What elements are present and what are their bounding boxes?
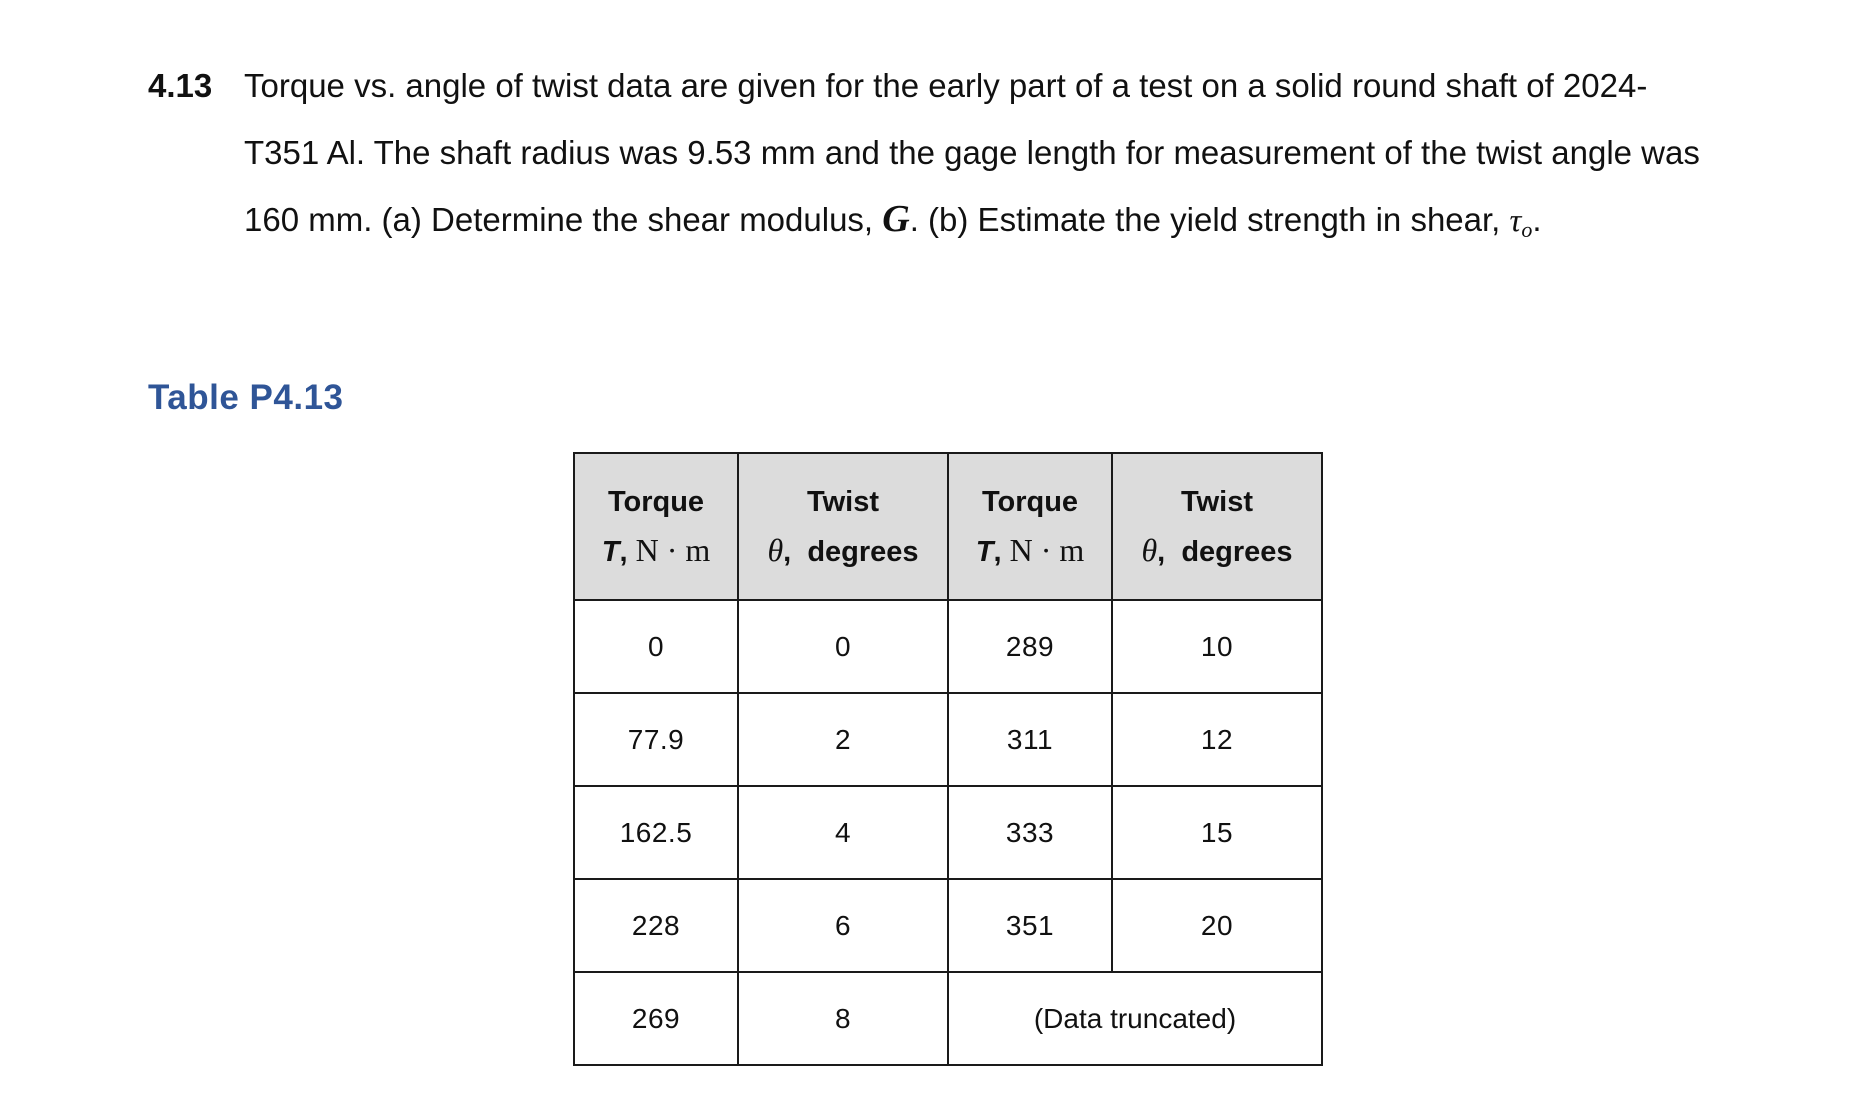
data-truncated-note: (Data truncated) xyxy=(948,972,1322,1065)
table-cell: 15 xyxy=(1112,786,1322,879)
header-label: Torque xyxy=(607,485,705,518)
table-cell: 10 xyxy=(1112,600,1322,693)
problem-number: 4.13 xyxy=(148,67,213,104)
header-label: Torque xyxy=(981,485,1079,518)
problem-text-line-3-mid: . (b) Estimate the yield strength in shear, xyxy=(909,201,1510,238)
header-label: Twist xyxy=(1181,485,1253,518)
problem-text-line-3-prefix: 160 mm. (a) Determine the shear modulus, xyxy=(244,201,883,238)
table-cell: 2 xyxy=(738,693,948,786)
table-cell: 269 xyxy=(574,972,738,1065)
table-row xyxy=(574,879,1322,972)
header-twist-1 xyxy=(738,453,948,600)
problem-statement xyxy=(148,52,1748,263)
table-cell: 228 xyxy=(574,879,738,972)
table-cell: 0 xyxy=(574,600,738,693)
table-cell: 20 xyxy=(1112,879,1322,972)
header-label: Twist xyxy=(807,485,879,518)
header-unit-line: θ, degrees xyxy=(767,531,919,568)
problem-line-1 xyxy=(148,52,1748,119)
data-table xyxy=(573,452,1323,1066)
table-row xyxy=(574,786,1322,879)
header-unit-line: T, N · m xyxy=(975,531,1085,568)
table-cell: 77.9 xyxy=(574,693,738,786)
table-cell: 12 xyxy=(1112,693,1322,786)
header-unit-line: θ, degrees xyxy=(1141,531,1293,568)
table-cell: 162.5 xyxy=(574,786,738,879)
table-row xyxy=(574,600,1322,693)
table-cell: 333 xyxy=(948,786,1112,879)
table-cell: 351 xyxy=(948,879,1112,972)
header-twist-2 xyxy=(1112,453,1322,600)
table-row xyxy=(574,693,1322,786)
table-title: Table P4.13 xyxy=(148,378,344,417)
header-torque-2 xyxy=(948,453,1112,600)
table-header-row xyxy=(574,453,1322,600)
problem-text-line-3-suffix: . xyxy=(1532,201,1542,238)
table-cell: 6 xyxy=(738,879,948,972)
problem-line-3 xyxy=(148,186,1748,263)
header-unit-line: T, N · m xyxy=(601,531,711,568)
header-torque-1 xyxy=(574,453,738,600)
table-cell: 311 xyxy=(948,693,1112,786)
yield-strength-symbol: $\tau_o$ xyxy=(1509,203,1533,242)
problem-line-2 xyxy=(148,119,1748,186)
table-cell: 8 xyxy=(738,972,948,1065)
problem-text-line-2: T351 Al. The shaft radius was 9.53 mm and the gage length for measurement of the twist angle was xyxy=(244,134,1700,171)
shear-modulus-symbol: G xyxy=(882,198,910,240)
table-cell: 0 xyxy=(738,600,948,693)
problem-text-line-1: Torque vs. angle of twist data are given for the early part of a test on a solid round shaft of 2024- xyxy=(244,67,1648,104)
table-cell: 289 xyxy=(948,600,1112,693)
table-row xyxy=(574,972,1322,1065)
table-cell: 4 xyxy=(738,786,948,879)
